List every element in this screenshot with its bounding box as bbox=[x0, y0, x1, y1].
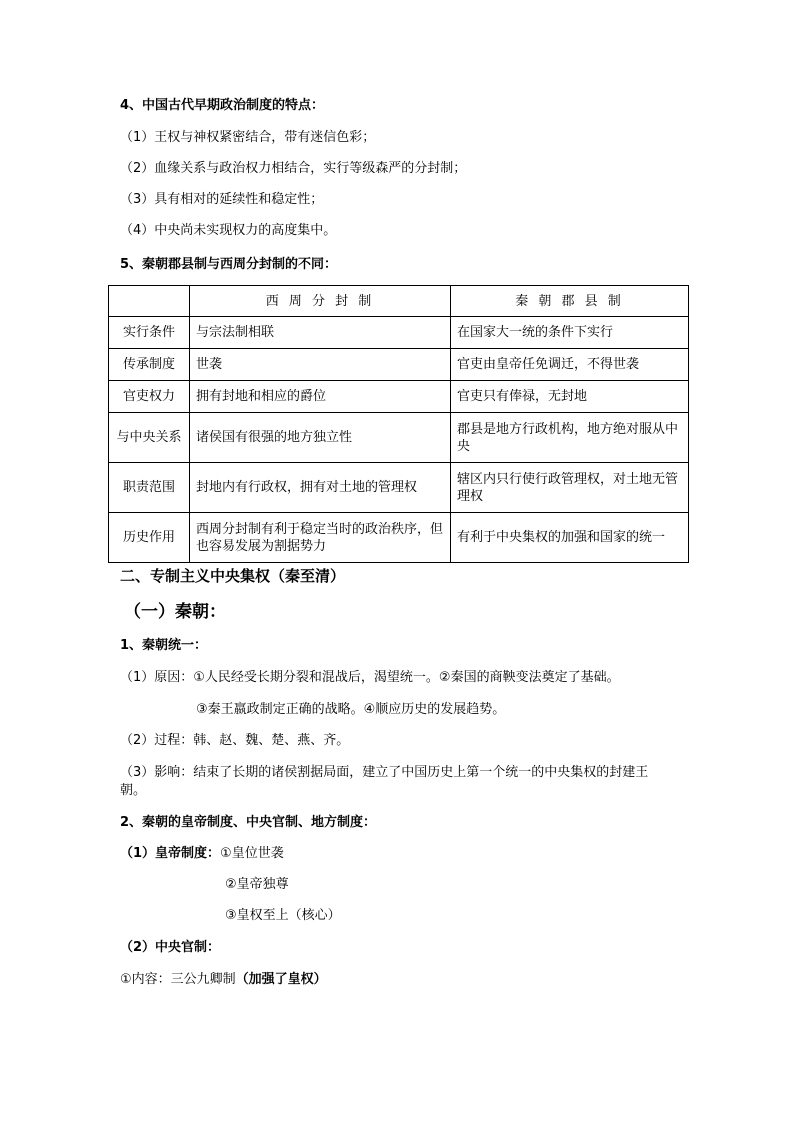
unify-reason-line2: ③秦王嬴政制定正确的战略。④顺应历史的发展趋势。 bbox=[196, 702, 506, 717]
subsection-qin-title: （一）秦朝： bbox=[124, 602, 226, 622]
zhou-cell: 西周分封制有利于稳定当时的政治秩序，但也容易发展为割据势力 bbox=[190, 513, 451, 563]
section4-item-2: （2）血缘关系与政治权力相结合，实行等级森严的分封制； bbox=[120, 161, 467, 176]
qin-cell: 郡县是地方行政机构，地方绝对服从中央 bbox=[451, 413, 689, 463]
emperor-item-2: ②皇帝独尊 bbox=[225, 877, 289, 892]
row-label: 历史作用 bbox=[109, 513, 190, 563]
row-label: 传承制度 bbox=[109, 349, 190, 381]
header-cell-qin: 秦 朝 郡 县 制 bbox=[451, 286, 689, 317]
unify-heading: 1、秦朝统一： bbox=[120, 638, 208, 653]
table-header-row bbox=[109, 286, 689, 317]
row-label: 与中央关系 bbox=[109, 413, 190, 463]
zhou-cell: 拥有封地和相应的爵位 bbox=[190, 381, 451, 413]
table-row bbox=[109, 317, 689, 349]
header-cell-empty bbox=[109, 286, 190, 317]
emperor-system-label: （1）皇帝制度： bbox=[120, 846, 221, 861]
qin-cell: 官吏由皇帝任免调迁，不得世袭 bbox=[451, 349, 689, 381]
content-note: （加强了皇权） bbox=[235, 972, 327, 987]
row-label: 职责范围 bbox=[109, 463, 190, 513]
systems-heading: 2、秦朝的皇帝制度、中央官制、地方制度： bbox=[120, 815, 377, 830]
table-row bbox=[109, 349, 689, 381]
section5-heading: 5、秦朝郡县制与西周分封制的不同： bbox=[120, 257, 338, 272]
part2-title: 二、专制主义中央集权（秦至清） bbox=[120, 567, 346, 585]
section4-heading: 4、中国古代早期政治制度的特点： bbox=[120, 98, 325, 113]
emperor-system-line bbox=[120, 845, 284, 863]
row-label: 实行条件 bbox=[109, 317, 190, 349]
unify-impact: （3）影响：结束了长期的诸侯割据局面，建立了中国历史上第一个统一的中央集权的封建王朝。 bbox=[120, 765, 649, 798]
unify-reason-line1: （1）原因：①人民经受长期分裂和混战后，渴望统一。②秦国的商鞅变法奠定了基础。 bbox=[120, 670, 620, 685]
emperor-item-1: ①皇位世袭 bbox=[220, 846, 284, 861]
zhou-cell: 诸侯国有很强的地方独立性 bbox=[190, 413, 451, 463]
central-system-content bbox=[120, 971, 327, 989]
header-cell-zhou: 西 周 分 封 制 bbox=[190, 286, 451, 317]
central-system-label: （2）中央官制： bbox=[120, 940, 221, 955]
section4-item-4: （4）中央尚未实现权力的高度集中。 bbox=[120, 223, 337, 238]
qin-cell: 在国家大一统的条件下实行 bbox=[451, 317, 689, 349]
table-row bbox=[109, 463, 689, 513]
section4-item-1: （1）王权与神权紧密结合，带有迷信色彩； bbox=[120, 130, 376, 145]
table-row bbox=[109, 513, 689, 563]
zhou-cell: 与宗法制相联 bbox=[190, 317, 451, 349]
qin-cell: 辖区内只行使行政管理权，对土地无管理权 bbox=[451, 463, 689, 513]
section4-item-3: （3）具有相对的延续性和稳定性； bbox=[120, 192, 324, 207]
table-row bbox=[109, 413, 689, 463]
comparison-table bbox=[108, 285, 689, 563]
qin-cell: 官吏只有俸禄，无封地 bbox=[451, 381, 689, 413]
row-label: 官吏权力 bbox=[109, 381, 190, 413]
table-row bbox=[109, 381, 689, 413]
content-prefix: ①内容：三公九卿制 bbox=[120, 972, 236, 987]
qin-cell: 有利于中央集权的加强和国家的统一 bbox=[451, 513, 689, 563]
zhou-cell: 封地内有行政权，拥有对土地的管理权 bbox=[190, 463, 451, 513]
unify-process: （2）过程：韩、赵、魏、楚、燕、齐。 bbox=[120, 733, 350, 748]
emperor-item-3: ③皇权至上（核心） bbox=[225, 908, 341, 923]
zhou-cell: 世袭 bbox=[190, 349, 451, 381]
